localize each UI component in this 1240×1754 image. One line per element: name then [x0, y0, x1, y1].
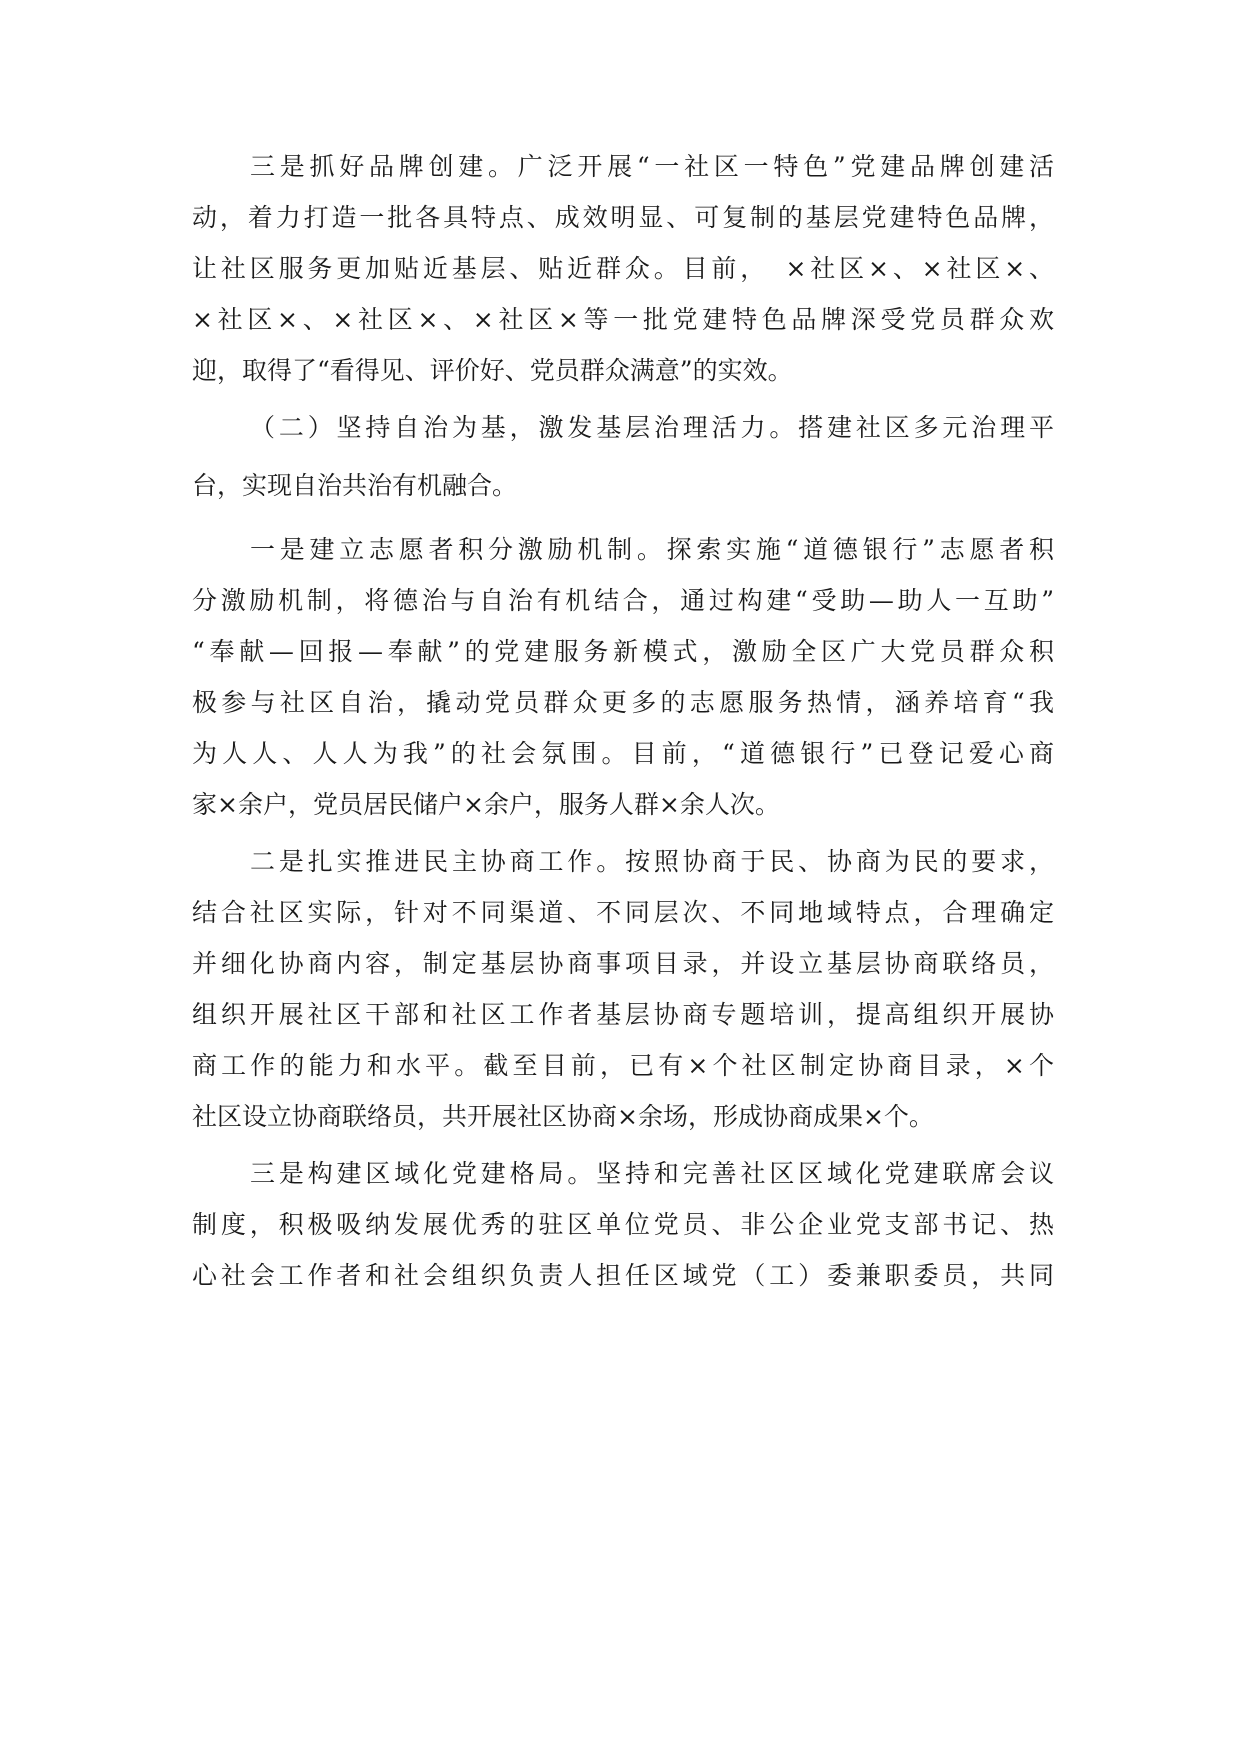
section-heading-line-1: （二）坚持自治为基，激发基层治理活力。搭建社区多元治理平 [250, 413, 1054, 442]
paragraph-2-line-6: 家×余户，党员居民储户×余户，服务人群×余人次。 [192, 790, 780, 819]
paragraph-2-line-2: 分激励机制，将德治与自治有机结合，通过构建“受助—助人一互助” [192, 586, 1054, 615]
paragraph-4-line-2: 制度，积极吸纳发展优秀的驻区单位党员、非公企业党支部书记、热 [192, 1210, 1054, 1239]
paragraph-3-line-2: 结合社区实际，针对不同渠道、不同层次、不同地域特点，合理确定 [192, 898, 1054, 927]
paragraph-3-line-4: 组织开展社区干部和社区工作者基层协商专题培训，提高组织开展协 [192, 1000, 1054, 1029]
section-heading-line-2: 台，实现自治共治有机融合。 [192, 471, 518, 500]
paragraph-2-line-1: 一是建立志愿者积分激励机制。探索实施“道德银行”志愿者积 [250, 535, 1054, 564]
paragraph-1-line-3: 让社区服务更加贴近基层、贴近群众。目前， ×社区×、×社区×、 [192, 254, 1054, 283]
paragraph-2-line-4: 极参与社区自治，撬动党员群众更多的志愿服务热情，涵养培育“我 [192, 688, 1054, 717]
paragraph-3-line-5: 商工作的能力和水平。截至目前，已有×个社区制定协商目录，×个 [192, 1051, 1054, 1080]
paragraph-1-line-1: 三是抓好品牌创建。广泛开展“一社区一特色”党建品牌创建活 [250, 152, 1054, 181]
paragraph-2-line-3: “奉献—回报—奉献”的党建服务新模式，激励全区广大党员群众积 [192, 637, 1054, 666]
paragraph-3-line-1: 二是扎实推进民主协商工作。按照协商于民、协商为民的要求， [250, 847, 1054, 876]
paragraph-2-line-5: 为人人、人人为我”的社会氛围。目前，“道德银行”已登记爱心商 [192, 739, 1054, 768]
paragraph-1-line-4: ×社区×、×社区×、×社区×等一批党建特色品牌深受党员群众欢 [192, 305, 1054, 334]
paragraph-4-line-1: 三是构建区域化党建格局。坚持和完善社区区域化党建联席会议 [250, 1159, 1054, 1188]
paragraph-3-line-3: 并细化协商内容，制定基层协商事项目录，并设立基层协商联络员， [192, 949, 1054, 978]
paragraph-1-line-5: 迎，取得了“看得见、评价好、党员群众满意”的实效。 [192, 356, 793, 385]
paragraph-3-line-6: 社区设立协商联络员，共开展社区协商×余场，形成协商成果×个。 [192, 1102, 934, 1131]
paragraph-1-line-2: 动，着力打造一批各具特点、成效明显、可复制的基层党建特色品牌， [192, 203, 1054, 232]
paragraph-4-line-3: 心社会工作者和社会组织负责人担任区域党（工）委兼职委员，共同 [192, 1261, 1054, 1290]
